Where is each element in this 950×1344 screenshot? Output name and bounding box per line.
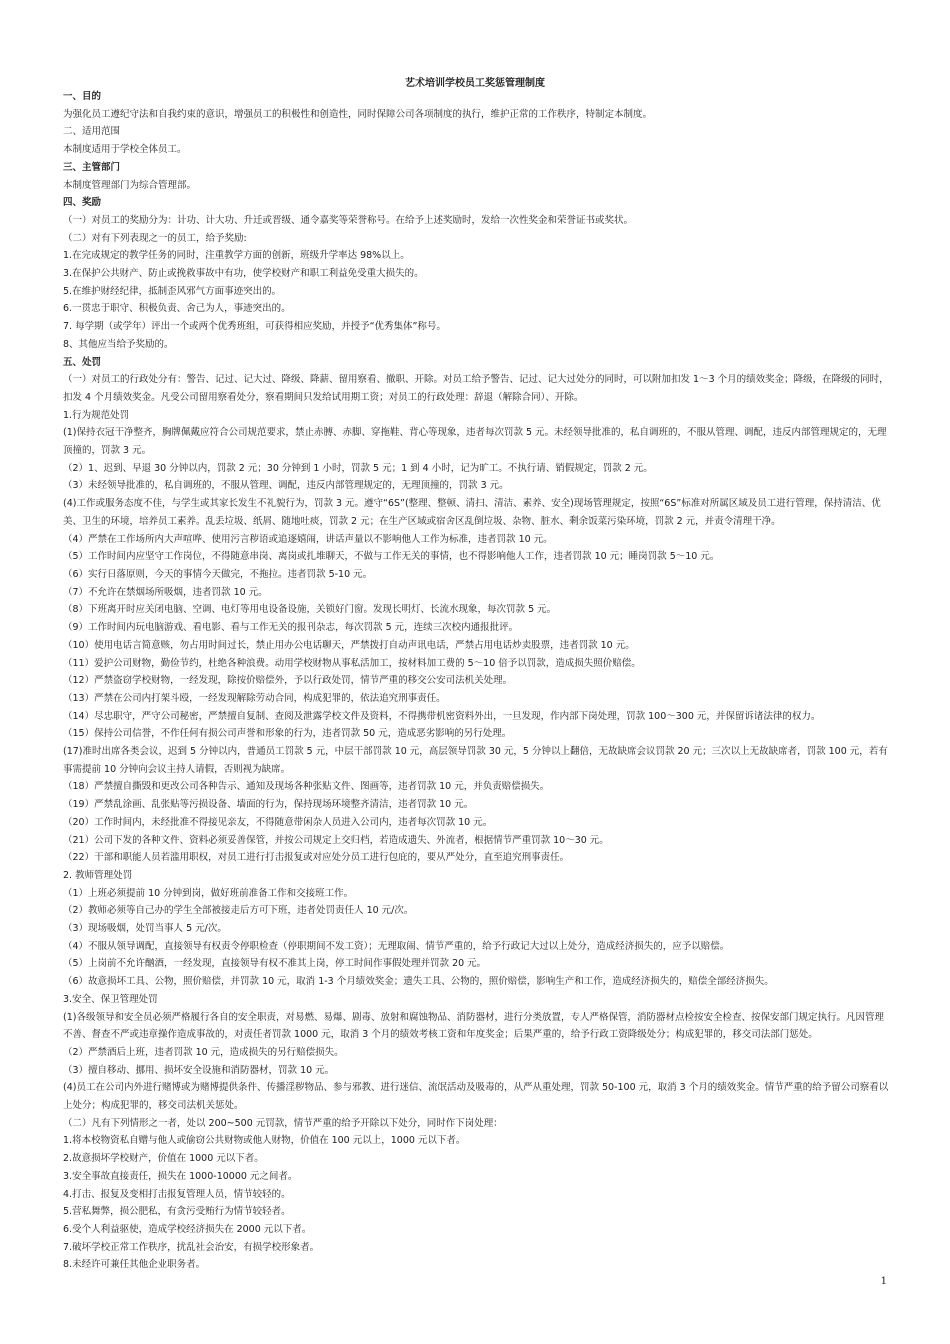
paragraph-line: （3）现场吸烟，处罚当事人 5 元/次。 — [63, 923, 227, 935]
paragraph-line: （8）下班离开时应关闭电脑、空调、电灯等用电设备设施，关锁好门窗。发现长明灯、长流水现象，每次罚款 5 元。 — [63, 604, 557, 616]
paragraph-line: 3.在保护公共财产、防止或挽救事故中有功，使学校财产和职工利益免受重大损失的。 — [63, 268, 424, 280]
paragraph-line: 为强化员工遵纪守法和自我约束的意识，增强员工的积极性和创造性，同时保障公司各项制度的执行，维护正常的工作秩序，特制定本制度。 — [63, 108, 653, 120]
paragraph-line: (4)工作或服务态度不佳，与学生或其家长发生不礼貌行为，罚款 3 元。遵守“6S”(整理、整顿、清扫、清洁、素养、安全)现场管理规定，按照“6S”标准对所属区域及员工进行管理，保持清洁、优美、卫生的环境，培养员工素养。乱丢垃圾、纸屑、随地吐痰，罚款 2 元；在生产区域或宿舍区乱倒垃圾、杂物、脏水、剩余饭菜污染环境，罚款 2 元，并责令清理干净。 — [63, 498, 881, 527]
paragraph-line: （6）实行日落原则，今天的事情今天做完，不拖拉。违者罚款 5-10 元。 — [63, 568, 373, 580]
section-heading: 五、处罚 — [63, 356, 102, 368]
paragraph-line: （3）擅自移动、挪用、损坏安全设施和消防器材，罚款 10 元。 — [63, 1064, 335, 1076]
paragraph-line: （13）严禁在公司内打架斗殴，一经发现解除劳动合同，构成犯罪的，依法追究刑事责任。 — [63, 692, 446, 704]
paragraph-line: （5）上岗前不允许酗酒，一经发现，直接领导有权不准其上岗，停工时间作事假处理并罚款 20 元。 — [63, 958, 487, 970]
paragraph-line: 6.一贯忠于职守、积极负责、舍己为人，事迹突出的。 — [63, 303, 291, 315]
paragraph-line: 本制度管理部门为综合管理部。 — [63, 179, 197, 191]
paragraph-line: （二）对有下列表现之一的员工，给予奖励: — [63, 232, 247, 244]
paragraph-line: 本制度适用于学校全体员工。 — [63, 144, 187, 156]
paragraph-line: （1）上班必须提前 10 分钟到岗，做好班前准备工作和交接班工作。 — [63, 887, 354, 899]
paragraph-line: （3）未经领导批准的，私自调班的，不服从管理、调配，违反内部管理规定的，无理顶撞的，罚款 3 元。 — [63, 480, 509, 492]
paragraph-line: （21）公司下发的各种文件、资料必须妥善保管，并按公司规定上交归档，若造成遗失、外流者，根据情节严重罚款 10～30 元。 — [63, 834, 609, 846]
document-title: 艺术培训学校员工奖惩管理制度 — [405, 78, 545, 89]
paragraph-line: 3.安全事故直接责任，损失在 1000-10000 元之间者。 — [63, 1170, 298, 1182]
paragraph-line: （10）使用电话言简意赅，勿占用时间过长，禁止用办公电话聊天，严禁拨打自动声讯电话，严禁占用电话炒卖股票，违者罚款 10 元。 — [63, 639, 635, 651]
paragraph-line: （18）严禁擅自撕毁和更改公司各种告示、通知及现场各种张贴文件、图画等，违者罚款 10 元，并负责赔偿损失。 — [63, 781, 550, 793]
paragraph-line: 8、其他应当给予奖励的。 — [63, 338, 174, 350]
paragraph-line: （14）尽忠职守，严守公司秘密，严禁擅自复制、查阅及泄露学校文件及资料，不得携带机密资料外出，一旦发现，作内部下岗处理，罚款 100～300 元，并保留诉诸法律的权力。 — [63, 710, 821, 722]
section-heading: 三、主管部门 — [63, 161, 121, 173]
paragraph-line: （4）不服从领导调配，直接领导有权责令停职检查（停职期间不发工资）；无理取闹、情节严重的，给予行政记大过以上处分，造成经济损失的，应予以赔偿。 — [63, 940, 730, 952]
document-body — [63, 88, 893, 1274]
paragraph-line: 7. 每学期（或学年）评出一个或两个优秀班组，可获得相应奖励，并授予“优秀集体”称号。 — [63, 321, 446, 333]
paragraph-line: （二）凡有下列情形之一者，处以 200~500 元罚款，情节严重的给予开除以下处分，同时作下岗处理： — [63, 1117, 503, 1129]
paragraph-line: (1)保持衣冠干净整齐，胸牌佩戴应符合公司规范要求，禁止赤膊、赤脚、穿拖鞋、背心等现象，违者每次罚款 5 元。未经领导批准的，私自调班的，不服从管理、调配，违反内部管理规定的，无理顶撞的，罚款 3 元。 — [63, 427, 887, 457]
paragraph-line: 8.未经许可兼任其他企业职务者。 — [63, 1259, 206, 1271]
paragraph-line: （2）1、迟到、早退 30 分钟以内，罚款 2 元；30 分钟到 1 小时，罚款 5 元；1 到 4 小时，记为旷工。不执行请、销假规定，罚款 2 元。 — [63, 462, 653, 474]
paragraph-line: （12）严禁盗窃学校财物，一经发现，除按价赔偿外，予以行政处罚，情节严重的移交公安司法机关处理。 — [63, 675, 513, 687]
paragraph-line: （11）爱护公司财物，勤俭节约，杜绝各种浪费。动用学校财物从事私活加工，按材料加工费的 5～10 倍予以罚款，造成损失照价赔偿。 — [63, 657, 641, 669]
paragraph-line: （20）工作时间内，未经批准不得接见亲友，不得随意带闲杂人员进入公司内，违者每次罚款 10 元。 — [63, 816, 493, 828]
paragraph-line: 5.营私舞弊，损公肥私，有贪污受贿行为情节较轻者。 — [63, 1206, 291, 1218]
section-heading: 一、目的 — [63, 91, 102, 102]
paragraph-line: 1.行为规范处罚 — [63, 409, 130, 421]
paragraph-line: 4.打击、报复及变相打击报复管理人员，情节较轻的。 — [63, 1188, 291, 1200]
paragraph-line: (1)各级领导和安全员必须严格履行各自的安全职责，对易燃、易爆、剧毒、放射和腐蚀物品、消防器材，进行分类放置，专人严格保管，消防器材点检按安全检查、按保安部门规定执行。凡因管理不善、督查不严或违章操作造成事故的，对责任者罚款 1000 元，取消 3 个月的绩效考核工资和年度奖金；后果严重的，给予行政工资降级处分；构成犯罪的，移交司法部门惩处。 — [63, 1011, 884, 1041]
paragraph-line: 1.在完成规定的教学任务的同时，注重教学方面的创新，班级升学率达 98%以上。 — [63, 250, 410, 262]
paragraph-line: 2. 教师管理处罚 — [63, 869, 133, 881]
page-number: 1 — [880, 1276, 887, 1287]
paragraph-line: 3.安全、保卫管理处罚 — [63, 993, 158, 1005]
paragraph-line: （19）严禁乱涂画、乱张贴等污损设备、墙面的行为，保持现场环境整齐清洁，违者罚款 10 元。 — [63, 799, 474, 811]
paragraph-line: （2）严禁酒后上班，违者罚款 10 元，造成损失的另行赔偿损失。 — [63, 1046, 344, 1058]
paragraph-line: （一）对员工的行政处分有：警告、记过、记大过、降级、降薪、留用察看、撤职、开除。对员工给予警告、记过、记大过处分的同时，可以附加扣发 1～3 个月的绩效奖金；降级，在降级的同时，扣发 4 个月绩效奖金。凡受公司留用察看处分，察看期间只发给试用期工资；对员工的行政处理：辞退（解除合同）、开除。 — [63, 374, 889, 403]
paragraph-line: 5.在维护财经纪律，抵制歪风邪气方面事迹突出的。 — [63, 285, 282, 297]
paragraph-line: 二、适用范围 — [63, 126, 121, 138]
paragraph-line: 6.受个人利益驱使，造成学校经济损失在 2000 元以下者。 — [63, 1224, 312, 1235]
section-heading: 四、奖励 — [63, 197, 102, 209]
paragraph-line: (4)员工在公司内外进行赌博或为赌博提供条件、传播淫秽物品、参与邪教、进行迷信、流氓活动及吸毒的，从严从重处理，罚款 50-100 元，取消 3 个月的绩效奖金。情节严重的给予留公司察看以上处分；构成犯罪的，移交司法机关惩处。 — [63, 1082, 889, 1112]
paragraph-line: （22）干部和职能人员若滥用职权，对员工进行打击报复或对应处分员工进行包庇的，要从严处分，直至追究刑事责任。 — [63, 852, 570, 864]
paragraph-line: 2.故意损坏学校财产，价值在 1000 元以下者。 — [63, 1153, 264, 1165]
paragraph-line: （5）工作时间内应坚守工作岗位，不得随意串岗、离岗或扎堆聊天，不做与工作无关的事情，也不得影响他人工作，违者罚款 10 元；睡岗罚款 5～10 元。 — [63, 551, 720, 563]
paragraph-line: （9）工作时间内玩电脑游戏、看电影、看与工作无关的报刊杂志，每次罚款 5 元，连续三次校内通报批评。 — [63, 622, 519, 634]
paragraph-line: （7）不允许在禁烟场所吸烟，违者罚款 10 元。 — [63, 586, 268, 598]
paragraph-line: （2）教师必须等自己办的学生全部被接走后方可下班，违者处罚责任人 10 元/次。 — [63, 905, 414, 917]
paragraph-line: （一）对员工的奖励分为：计功、计大功、升迁或晋级、通令嘉奖等荣誉称号。在给予上述奖励时，发给一次性奖金和荣誉证书或奖状。 — [63, 214, 634, 226]
paragraph-line: 7.破坏学校正常工作秩序，扰乱社会治安，有损学校形象者。 — [63, 1241, 320, 1253]
paragraph-line: （15）保持公司信誉，不作任何有损公司声誉和形象的行为，违者罚款 50 元，造成恶劣影响的另行处理。 — [63, 728, 512, 740]
paragraph-line: 1.将本校物资私自赠与他人或偷窃公共财物或他人财物，价值在 100 元以上，1000 元以下者。 — [63, 1135, 466, 1147]
paragraph-line: （6）故意损坏工具、公物，照价赔偿，并罚款 10 元，取消 1-3 个月绩效奖金；遗失工具、公物的，照价赔偿，影响生产和工作，造成经济损失的，赔偿全部经济损失。 — [63, 976, 774, 988]
paragraph-line: (17)准时出席各类会议，迟到 5 分钟以内，普通员工罚款 5 元，中层干部罚款 10 元，高层领导罚款 30 元，5 分钟以上翻倍，无故缺席会议罚款 20 元；三次以上无故缺席者，罚款 100 元，若有事需提前 10 分钟向会议主持人请假，否则视为缺席。 — [63, 746, 888, 775]
paragraph-line: （4）严禁在工作场所内大声喧哗、使用污言秽语或追逐嬉闹，讲话声量以不影响他人工作为标准，违者罚款 10 元。 — [63, 533, 553, 545]
